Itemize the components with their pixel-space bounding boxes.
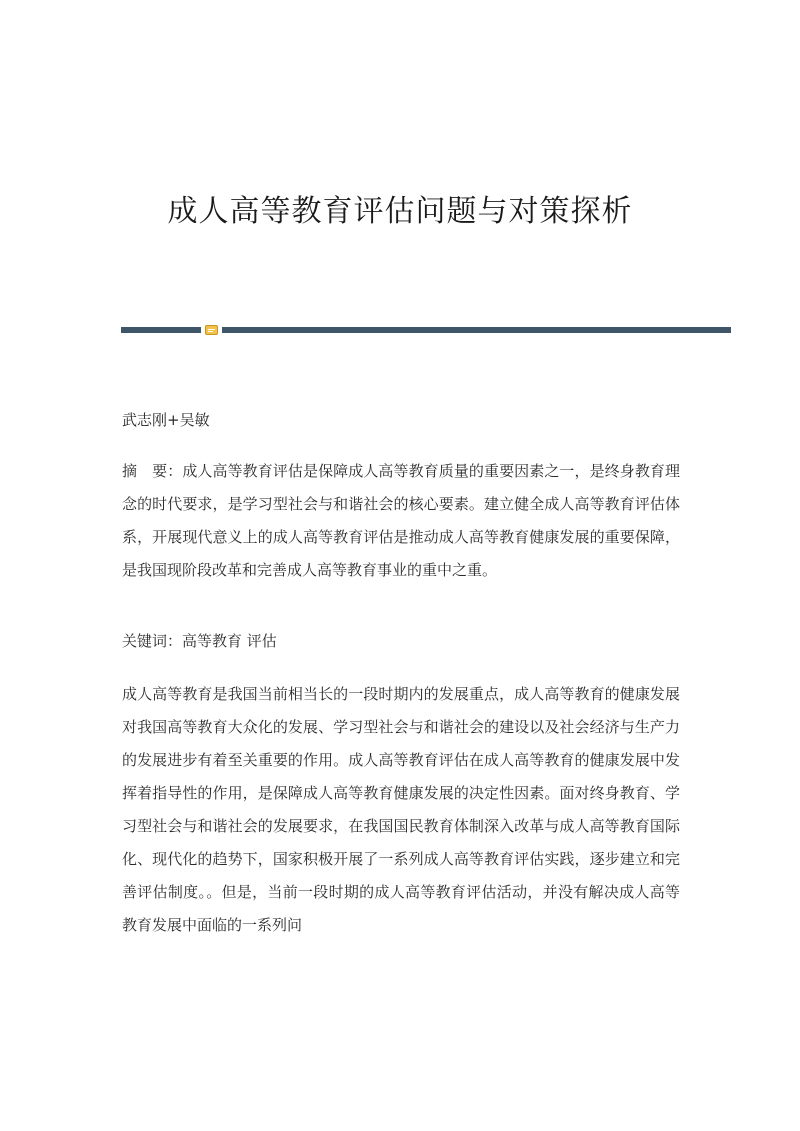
page-title: 成人高等教育评估问题与对策探析 xyxy=(167,194,633,229)
authors: 武志刚+吴敏 xyxy=(122,411,210,429)
divider-bar-right xyxy=(222,327,731,333)
body-paragraph: 成人高等教育是我国当前相当长的一段时期内的发展重点，成人高等教育的健康发展对我国高等教育大众化的发展、学习型社会与和谐社会的建设以及社会经济与生产力的发展进步有着至关重要的作用。成人高等教育评估在成人高等教育的健康发展中发挥着指导性的作用，是保障成人高等教育健康发展的决定性因素。面对终身教育、学习型社会与和谐社会的发展要求，在我国国民教育体制深入改革与成人高等教育国际化、现代化的趋势下，国家积极开展了一系列成人高等教育评估实践，逐步建立和完善评估制度。。但是，当前一段时期的成人高等教育评估活动，并没有解决成人高等教育发展中面临的一系列问 xyxy=(122,685,680,934)
document-icon xyxy=(205,325,218,335)
keywords: 关键词：高等教育 评估 xyxy=(122,632,277,650)
abstract: 摘 要：成人高等教育评估是保障成人高等教育质量的重要因素之一，是终身教育理念的时代要求，是学习型社会与和谐社会的核心要素。建立健全成人高等教育评估体系，开展现代意义上的成人高等教育评估是推动成人高等教育健康发展的重要保障，是我国现阶段改革和完善成人高等教育事业的重中之重。 xyxy=(122,462,680,579)
title-divider xyxy=(121,326,731,336)
divider-bar-left xyxy=(121,327,201,333)
